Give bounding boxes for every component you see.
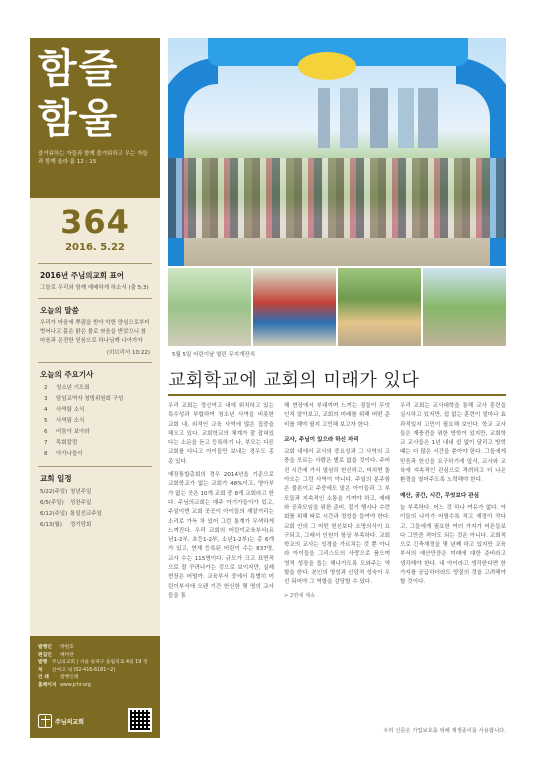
- paragraph: 우리 교회는 교사대학을 통해 교사 훈련을 실시하고 있지만, 쉼 없는 훈련이 얼마나 효과적일지 고민이 필요해 보인다. 학교 교사들은 재충전을 위한 방학이 있지만, 교회학교 교사들은 1년 내내 쉼 없이 달리고 방학 때는 더 많은 시간을 쏟아야 한다. 그들에게 믿음과 헌신을 요구하기에 앞서, 교사와 교육에 지속적인 관심으로 격려하고 더 나은 환경을 열어주도록 노력해야 한다.: [400, 403, 506, 484]
- sidebar: [30, 38, 160, 738]
- toc-item[interactable]: 6 어둠아 보아라: [44, 429, 90, 435]
- motto-title: 2016년 주님의교회 표어: [40, 271, 125, 280]
- word-text: 우리가 마음에 뿌림을 받아 악한 양심으로부터 벗어나고 몸은 맑은 물로 씻음을 받았으니 참 마음과 온전한 믿음으로 하나님께 나아가자: [40, 320, 150, 344]
- church-motto: [30, 270, 160, 292]
- event-photo: [338, 268, 421, 346]
- paragraph: 우리 교회는 정신여고 내에 위치하고 있는 특수성과 부합하여 청소년 사역을 비롯한 교회 내, 외적인 교육 사역에 많은 집중을 해오고 있다. 교회학교의 체계가 잘 잡혀있다는 소문을 듣고 등록하기 나, 부모는 다른 교회를 다니고 아이들만 보내는 경우도 종종 있다.: [168, 403, 274, 465]
- divider: [38, 466, 152, 467]
- schedule-item: 5/22(주일) 청년주일: [40, 489, 92, 495]
- schedule-item: 6/13(월) 정기당회: [40, 522, 92, 528]
- issue-info: [30, 198, 160, 257]
- toc-item[interactable]: 2 청소년 기도회: [44, 385, 90, 391]
- headline-divider: [168, 394, 506, 396]
- toc-item[interactable]: 4 사역팀 소식: [44, 407, 85, 413]
- issue-number: 364: [60, 203, 130, 241]
- toc-item[interactable]: 3 담임교역자 청빙위원회 구성: [44, 396, 124, 402]
- event-photo: [253, 268, 336, 346]
- credit-row: 홈페이지 www.jchr.org: [38, 682, 91, 688]
- toc-title: 오늘의 주요기사: [40, 370, 94, 379]
- paragraph: 늘 부족하다. 어느 것 하나 여유가 없다. 아이들의 나이가 어릴수록 적고 재정이 작다고, 그들에게 필요한 여러 가지가 어른들보다 그만큼 적어도 되는 것은 아니다. 교회적으로 긴축재정을 몇 년째 하고 있지만 교육부서의 예산만큼은 미래에 대한 준비라고 생각해야 한다. 내 아이라고 생각한다면 한 가지를 공급하더라도 양질의 것을 고려해야 할 것이다.: [400, 504, 506, 586]
- church-logo: [38, 714, 84, 728]
- cross-icon: [38, 714, 52, 728]
- qr-code-icon[interactable]: [128, 708, 152, 732]
- city-towers: [318, 88, 438, 148]
- article-column-1: [168, 402, 274, 722]
- crowd: [168, 158, 506, 238]
- article-headline: 교회학교에 교회의 미래가 있다: [168, 370, 420, 391]
- photo-strip: [168, 268, 506, 346]
- schedule-item: 6/5(주일) 성찬주일: [40, 500, 92, 506]
- toc-item[interactable]: 7 목회칼럼: [44, 440, 78, 446]
- article-column-2: [284, 402, 390, 722]
- toc-item[interactable]: 8 아가나들이: [44, 451, 83, 457]
- paragraph: 교회 내에서 교사의 중요성과 그 사역의 고충을 모르는 사람은 별로 없을 것이다. 주어진 시간에 가서 열심히 헌신하고, 마치면 돌아오는 그런 사역이 아니다. 주일의 분주함은 물론이고 주중에도 맡은 아이들과 그 부모들과 지속적인 소통을 가져야 하고, 예배와 공과모임을 위한 준비, 절기 행사나 수련회를 위해 따로 시간과 정성을 들여야 한다. 교회 안의 그 어떤 헌신보다 소명의식이 요구되고, 그래서 인원이 항상 부족하다. 교회학교의 교사는 성경을 가르치는 것 뿐 아니라 아이들을 그리스도의 사랑으로 품으며 영적 성장을 돕는 해나가도록 도와주는 역할을 한다. 본인의 영성과 신앙적 성숙이 우선 되어야 그 역할을 감당할 수 있다.: [284, 449, 390, 586]
- article-column-3: [400, 402, 506, 722]
- word-title: 오늘의 말씀: [40, 306, 79, 315]
- paragraph: 예장통합총회의 경우 2014년을 기준으로 교회학교가 없는 교회가 48%이고, 영아부가 없는 곳은 10개 교회 중 8개 교회라고 한다. 주님의교회는 매주 아기가들이가 있고, 주일이면 교회 곳곳이 아이들의 재잘거리는 소리로 가득 차 있어 그런 통계가 무색하게 느껴진다. 우리 교회의 어린이교육부서(유년1-2부, 초등1-2부, 소년1-2부)는 총 6개가 있고, 현재 등록된 어린이 수는 837명, 교사 수는 115명이다. 규모가 크고 표면적으로 잘 꾸려나가는 것으로 보이지만, 실제 현장은 어떨까. 교육부서 중에서 특별히 어린이부서에 오랜 기간 헌신한 몇 명의 교사들을 통: [168, 472, 274, 599]
- publication-credits: [30, 636, 160, 738]
- divider: [38, 263, 152, 264]
- church-schedule: [30, 473, 160, 531]
- logo-text: 주님의교회: [55, 718, 84, 726]
- event-photo: [168, 268, 251, 346]
- issue-date: 2016. 5.22: [65, 242, 125, 253]
- credit-row: 편집인 배미란: [38, 652, 74, 658]
- credit-row: 발행인 박원호: [38, 645, 74, 650]
- divider: [38, 362, 152, 363]
- masthead: [30, 38, 160, 198]
- schedule-item: 6/12(주일) 통일선교주일: [40, 511, 102, 517]
- motto-text: 그들로 우리와 함께 예배하게 하소서 (출 5:3): [40, 285, 149, 291]
- continued-note: > 2면에 계속: [284, 592, 315, 599]
- footer-note: 우리 신문은 기업보호를 위해 재생종이를 사용합니다.: [383, 728, 506, 734]
- divider: [38, 298, 152, 299]
- section-heading: 교사, 주님이 있으라 하신 자리: [284, 436, 359, 443]
- schedule-title: 교회 일정: [40, 474, 72, 483]
- newsletter-tagline: 즐거워하는 자들과 함께 즐거워하고 우는 자들과 함께 울라 롬 12 : 15: [38, 151, 148, 165]
- section-heading: 예산, 공간, 시간, 무엇보다 관심: [400, 492, 480, 499]
- newsletter-title: 함즐 함울: [38, 45, 120, 142]
- credit-row: 발행처 주님의교회 | 서울 송파구 올림픽로 4길 19 정신여고 내 (02-416-6181~2): [38, 660, 148, 673]
- toc-item[interactable]: 5 사역팀 소식: [44, 418, 85, 424]
- event-sign: [298, 52, 356, 80]
- credit-row: 인 쇄 칼뱅인쇄: [38, 675, 79, 680]
- paragraph: 해 현장에서 부대끼며 느끼는 점들이 무엇인지 알아보고, 교회의 미래를 위해 어떤 준비를 해야 필지 고민해 보고자 한다.: [284, 403, 390, 428]
- photo-caption: 5월 5일 어린이날 열린 무지개잔치: [172, 352, 256, 358]
- table-of-contents: [30, 369, 160, 460]
- main-event-photo: [168, 38, 506, 266]
- article-body: [168, 402, 506, 722]
- todays-word: [30, 305, 160, 356]
- word-reference: (히브리서 10:22): [106, 350, 150, 356]
- event-photo: [423, 268, 506, 346]
